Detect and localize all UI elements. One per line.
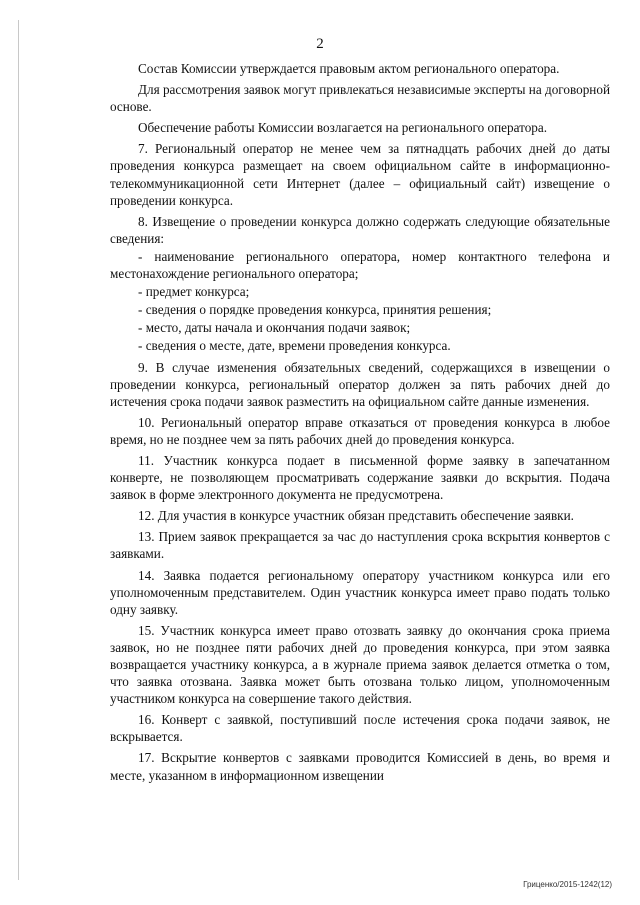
paragraph: 13. Прием заявок прекращается за час до наступления срока вскрытия конвертов с заявками. (110, 529, 610, 562)
list-item: - сведения о месте, дате, времени проведения конкурса. (138, 338, 451, 354)
document-body (110, 60, 610, 788)
paragraph: 17. Вскрытие конвертов с заявками проводится Комиссией в день, во время и месте, указанном в информационном извещении (110, 750, 610, 783)
paragraph: 12. Для участия в конкурсе участник обязан представить обеспечение заявки. (138, 508, 574, 524)
paragraph: 16. Конверт с заявкой, поступивший после истечения срока подачи заявок, не вскрывается. (110, 712, 610, 745)
paragraph: 9. В случае изменения обязательных сведений, содержащихся в извещении о проведении конкурса, региональный оператор должен за пять рабочих дней до истечения срока подачи заявок разместить на официальном сайте данные изменения. (110, 359, 610, 409)
list-item: - наименование регионального оператора, номер контактного телефона и местонахождение регионального оператора; (110, 248, 610, 282)
paragraph: Для рассмотрения заявок могут привлекаться независимые эксперты на договорной основе. (110, 82, 610, 115)
page-number: 2 (316, 36, 324, 52)
paragraph: 14. Заявка подается региональному оператору участником конкурса или его уполномоченным представителем. Один участник конкурса имеет право подать только одну заявку. (110, 567, 610, 617)
scan-margin-line (18, 20, 25, 880)
list-item: - сведения о порядке проведения конкурса, принятия решения; (138, 302, 492, 318)
paragraph: 8. Извещение о проведении конкурса должно содержать следующие обязательные сведения: (110, 213, 610, 246)
paragraph: 7. Региональный оператор не менее чем за пятнадцать рабочих дней до даты проведения конкурса размещает на своем официальном сайте в информационно-телекоммуникационной сети Интернет (далее – официальный сайт) извещение о проведении конкурса. (110, 141, 610, 208)
footer-code: Гриценко/2015-1242(12) (523, 880, 612, 889)
paragraph: Состав Комиссии утверждается правовым актом регионального оператора. (138, 61, 560, 76)
list-item: - предмет конкурса; (138, 284, 250, 300)
paragraph: 11. Участник конкурса подает в письменной форме заявку в запечатанном конверте, не позволяющем просматривать содержание заявки до вскрытия. Подача заявок в форме электронного документа не предусмотрена. (110, 452, 610, 503)
list-item: - место, даты начала и окончания подачи заявок; (138, 320, 411, 336)
paragraph: Обеспечение работы Комиссии возлагается на регионального оператора. (138, 120, 548, 136)
paragraph: 10. Региональный оператор вправе отказаться от проведения конкурса в любое время, но не позднее чем за пять рабочих дней до проведения конкурса. (110, 414, 610, 447)
paragraph: 15. Участник конкурса имеет право отозвать заявку до окончания срока приема заявок, но не позднее пяти рабочих дней до проведения конкурса, при этом заявка возвращается участнику конкурса, а в журнале приема заявок делается отметка о том, что заявка отозвана. Заявка может быть отозвана только лицом, уполномоченным участником конкурса на совершение такого действия. (110, 622, 610, 707)
